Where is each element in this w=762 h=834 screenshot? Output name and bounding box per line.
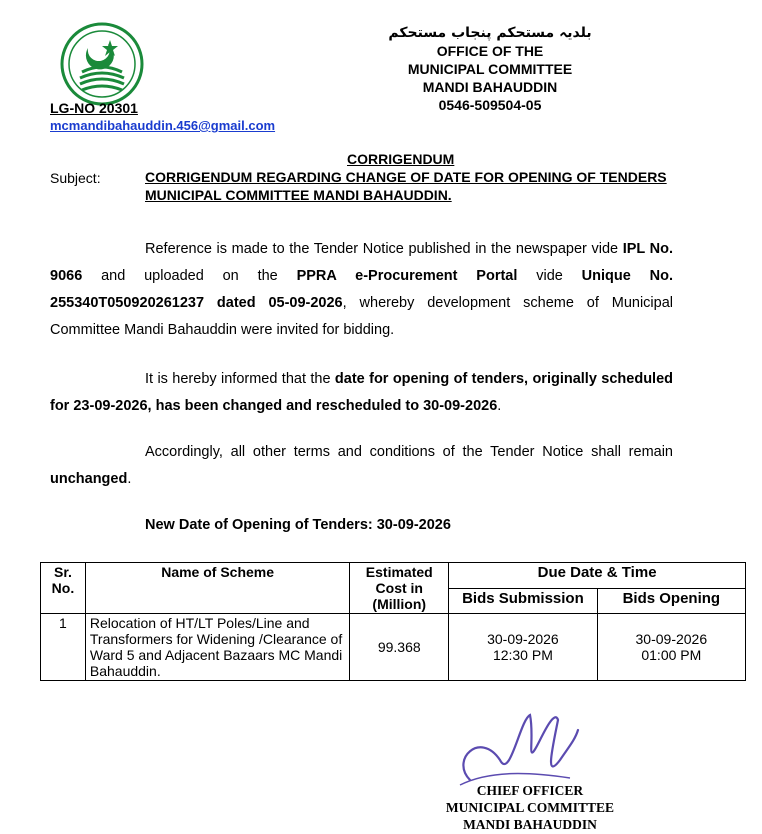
cell-sr: 1 bbox=[41, 614, 86, 681]
signatory-line: MUNICIPAL COMMITTEE bbox=[445, 800, 615, 815]
cell-cost: 99.368 bbox=[350, 614, 449, 681]
table-row bbox=[41, 614, 746, 681]
subject-text: CORRIGENDUM REGARDING CHANGE OF DATE FOR OPENING OF TENDERS MUNICIPAL COMMITTEE MANDI BAHAUDDIN. bbox=[145, 169, 667, 203]
paragraph-reference: Reference is made to the Tender Notice published in the newspaper vide IPL No. 9066 and uploaded on the PPRA e-Procurement Portal vide Unique No. 255340T050920261237 dated 05-09-2026, whereby development scheme of Municipal Committee Mandi Bahauddin were invited for bidding. bbox=[50, 241, 674, 338]
lg-number: LG-NO 20301 bbox=[50, 100, 138, 116]
submission-date: 30-09-2026 bbox=[487, 631, 559, 647]
paragraph-accordingly: Accordingly, all other terms and conditions of the Tender Notice shall remain unchanged. bbox=[50, 444, 673, 487]
office-header bbox=[380, 24, 600, 114]
tender-schedule-table bbox=[40, 562, 746, 681]
submission-time: 12:30 PM bbox=[492, 647, 553, 663]
signatory-block bbox=[430, 782, 630, 833]
cell-opening bbox=[597, 614, 745, 681]
signatory-line: MANDI BAHAUDDIN bbox=[463, 817, 597, 832]
header-bids-opening: Bids Opening bbox=[597, 588, 745, 614]
cell-submission bbox=[449, 614, 598, 681]
urdu-title: بلدیہ مستحکم پنجاب مستحکم bbox=[388, 25, 592, 41]
opening-time: 01:00 PM bbox=[641, 647, 702, 663]
new-opening-date: New Date of Opening of Tenders: 30-09-2026 bbox=[145, 517, 451, 533]
punjab-government-logo bbox=[58, 20, 146, 108]
subject-label: Subject: bbox=[50, 170, 101, 186]
email-link[interactable]: mcmandibahauddin.456@gmail.com bbox=[50, 118, 276, 133]
office-line: MANDI BAHAUDDIN bbox=[422, 79, 558, 95]
cell-scheme-name: Relocation of HT/LT Poles/Line and Transformers for Widening /Clearance of Ward 5 and Adjacent Bazaars MC Mandi Bahauddin. bbox=[85, 614, 349, 681]
office-line: MUNICIPAL COMMITTEE bbox=[407, 61, 573, 77]
header-estimated-cost: Estimated Cost in (Million) bbox=[350, 563, 449, 614]
signatory-title: CHIEF OFFICER bbox=[476, 783, 584, 798]
paragraph-informed: It is hereby informed that the date for opening of tenders, originally scheduled for 23-09-2026, has been changed and rescheduled to 30-09-2026. bbox=[50, 371, 673, 414]
header-scheme-name: Name of Scheme bbox=[85, 563, 349, 614]
header-sr-no: Sr. No. bbox=[41, 563, 86, 614]
opening-date: 30-09-2026 bbox=[635, 631, 708, 647]
office-phone: 0546-509504-05 bbox=[438, 97, 542, 113]
header-due-date: Due Date & Time bbox=[449, 563, 746, 589]
office-line: OFFICE OF THE bbox=[436, 43, 544, 59]
document-title: CORRIGENDUM bbox=[347, 151, 455, 167]
header-bids-submission: Bids Submission bbox=[449, 588, 598, 614]
